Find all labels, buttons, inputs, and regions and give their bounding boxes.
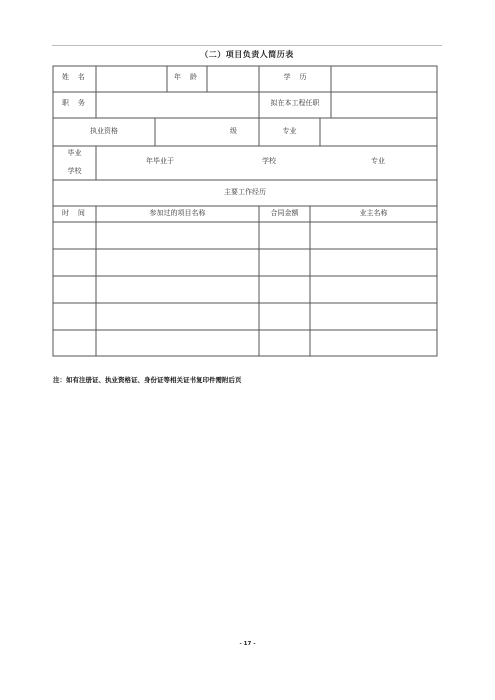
graduation-year-text: 年毕业于 — [146, 157, 174, 165]
age-label: 年 龄 — [174, 73, 197, 81]
footnote: 注：如有注册证、执业资格证、身份证等相关证书复印件需附后页 — [53, 376, 242, 384]
work-history-title: 主要工作经历 — [224, 188, 266, 196]
name-label: 姓 名 — [62, 73, 85, 81]
specialty-label: 专业 — [282, 127, 297, 135]
school-text: 学校 — [262, 157, 276, 165]
grade-label: 级 — [230, 127, 237, 135]
proposed-role-label: 拟在本工程任职 — [270, 99, 320, 107]
page-number: - 17 - — [239, 641, 256, 647]
history-header-time: 时 间 — [62, 209, 85, 217]
education-label: 学 历 — [283, 73, 307, 81]
page-title: （二）项目负责人简历表 — [200, 50, 294, 59]
school-label-line2: 学校 — [67, 167, 82, 175]
qualification-label: 执业资格 — [90, 127, 118, 135]
position-label: 职 务 — [62, 99, 85, 107]
school-label-line1: 毕业 — [67, 149, 82, 157]
history-header-amount: 合同金额 — [270, 209, 299, 217]
history-header-project: 参加过的项目名称 — [149, 209, 206, 217]
major-text: 专业 — [371, 157, 385, 165]
history-header-owner: 业主名称 — [359, 209, 388, 217]
